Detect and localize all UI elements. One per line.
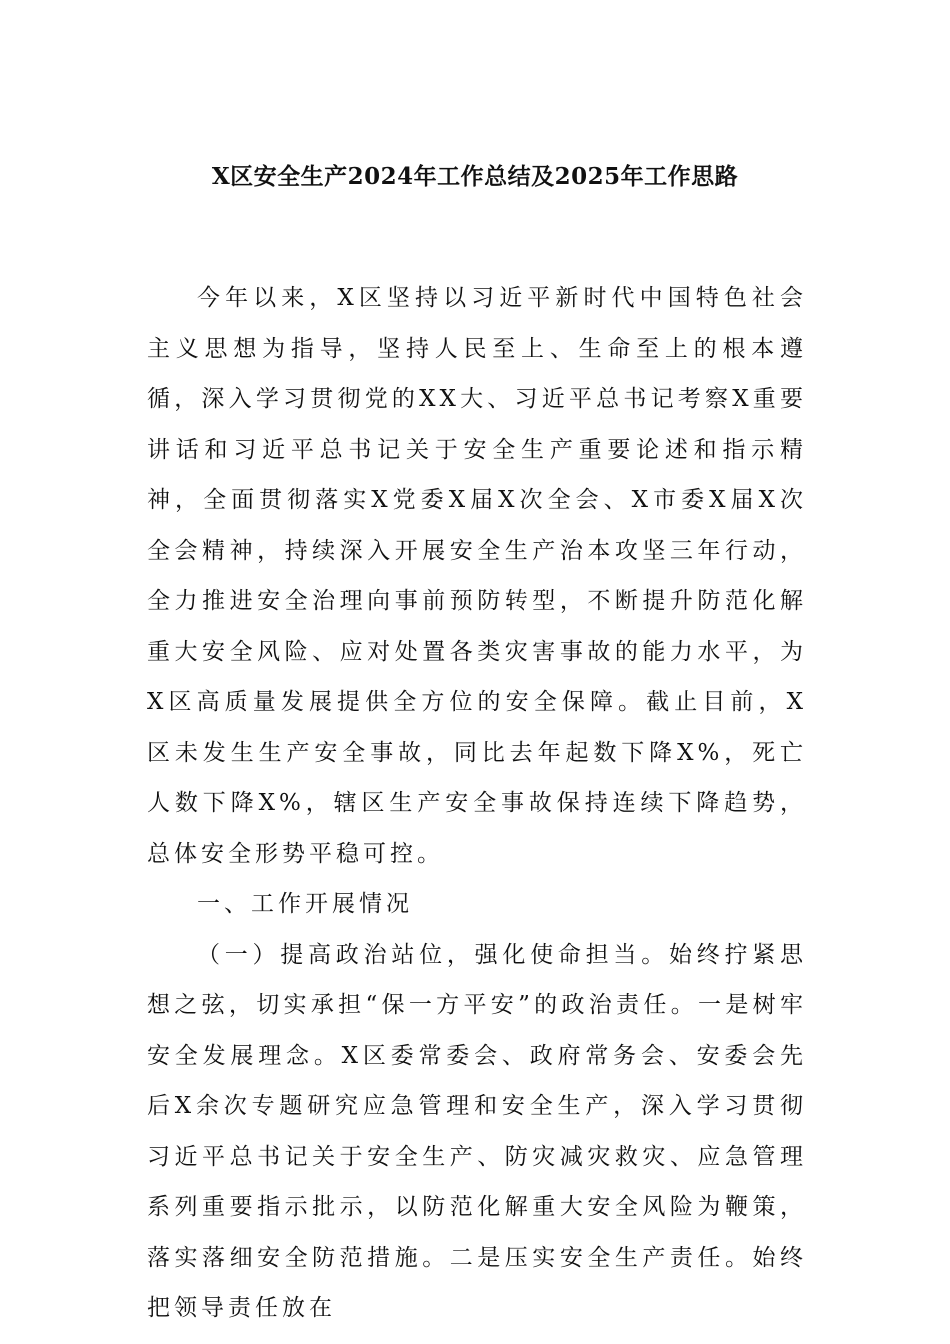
- document-title: X区安全生产2024年工作总结及2025年工作思路: [211, 163, 739, 190]
- intro-paragraph: 今年以来，X区坚持以习近平新时代中国特色社会主义思想为指导，坚持人民至上、生命至上的根本遵循，深入学习贯彻党的XX大、习近平总书记考察X重要讲话和习近平总书记关于安全生产重要论述和指示精神，全面贯彻落实X党委X届X次全会、X市委X届X次全会精神，持续深入开展安全生产治本攻坚三年行动，全力推进安全治理向事前预防转型，不断提升防范化解重大安全风险、应对处置各类灾害事故的能力水平，为X区高质量发展提供全方位的安全保障。截止目前，X区未发生生产安全事故，同比去年起数下降X%，死亡人数下降X%，辖区生产安全事故保持连续下降趋势，总体安全形势平稳可控。: [147, 285, 807, 867]
- section-heading: 一、工作开展情况: [197, 891, 413, 917]
- subsection-paragraph: （一）提高政治站位，强化使命担当。始终拧紧思想之弦，切实承担“保一方平安”的政治责任。一是树牢安全发展理念。X区委常委会、政府常务会、安委会先后X余次专题研究应急管理和安全生产，深入学习贯彻习近平总书记关于安全生产、防灾减灾救灾、应急管理系列重要指示批示，以防范化解重大安全风险为鞭策，落实落细安全防范措施。二是压实安全生产责任。始终把领导责任放在: [147, 941, 807, 1321]
- document-body: [147, 273, 807, 1334]
